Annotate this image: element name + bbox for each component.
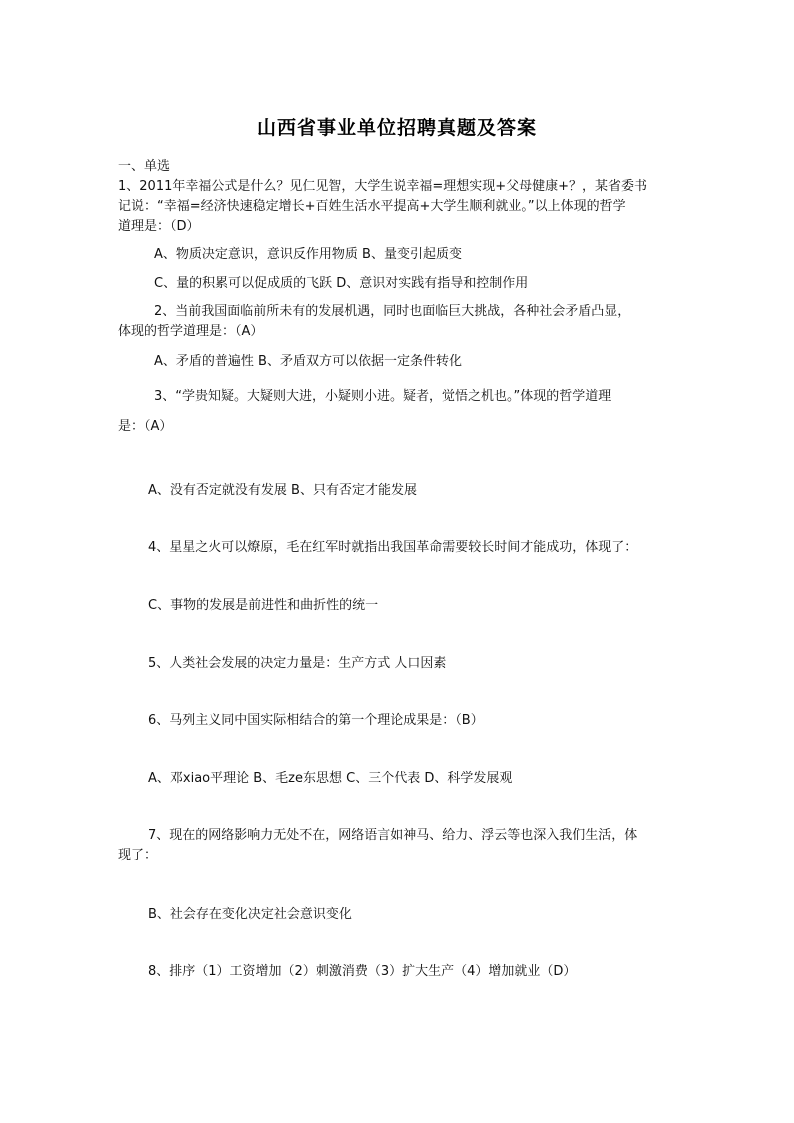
- q8-line1: 8、排序（1）工资增加（2）刺激消费（3）扩大生产（4）增加就业（D）: [148, 964, 577, 979]
- section-heading: 一、单选: [118, 159, 171, 174]
- q1-line1: 1、2011年幸福公式是什么？见仁见智，大学生说幸福=理想实现+父母健康+？，某省委书: [118, 179, 648, 194]
- q6-options: A、邓xiao平理论 B、毛ze东思想 C、三个代表 D、科学发展观: [148, 771, 513, 786]
- q7-line1: 7、现在的网络影响力无处不在，网络语言如神马、给力、浮云等也深入我们生活，体: [148, 828, 638, 843]
- q6-line1: 6、马列主义同中国实际相结合的第一个理论成果是：（B）: [148, 713, 484, 728]
- q5-line1: 5、人类社会发展的决定力量是：生产方式 人口因素: [148, 656, 447, 671]
- q1-options-ab: A、物质决定意识，意识反作用物质 B、量变引起质变: [154, 247, 462, 262]
- q2-line1: 2、当前我国面临前所未有的发展机遇，同时也面临巨大挑战，各种社会矛盾凸显，: [154, 304, 631, 319]
- q4-option: C、事物的发展是前进性和曲折性的统一: [148, 598, 379, 613]
- q2-options-ab: A、矛盾的普遍性 B、矛盾双方可以依据一定条件转化: [154, 354, 462, 369]
- q4-line1: 4、星星之火可以燎原，毛在红军时就指出我国革命需要较长时间才能成功，体现了：: [148, 540, 638, 555]
- q3-line2: 是：（A）: [118, 419, 173, 434]
- q1-options-cd: C、量的积累可以促成质的飞跃 D、意识对实践有指导和控制作用: [154, 276, 529, 291]
- q1-line2: 记说：“幸福=经济快速稳定增长+百姓生活水平提高+大学生顺利就业。”以上体现的哲学: [118, 199, 626, 214]
- q3-options-ab: A、没有否定就没有发展 B、只有否定才能发展: [148, 483, 417, 498]
- q2-line2: 体现的哲学道理是：（A）: [118, 324, 264, 339]
- q7-option: B、社会存在变化决定社会意识变化: [148, 907, 352, 922]
- q3-line1: 3、“学贵知疑。大疑则大进，小疑则小进。疑者，觉悟之机也。”体现的哲学道理: [154, 389, 612, 404]
- q7-line2: 现了：: [118, 848, 158, 863]
- document-title: 山西省事业单位招聘真题及答案: [256, 117, 537, 139]
- q1-line3: 道理是：（D）: [118, 219, 200, 234]
